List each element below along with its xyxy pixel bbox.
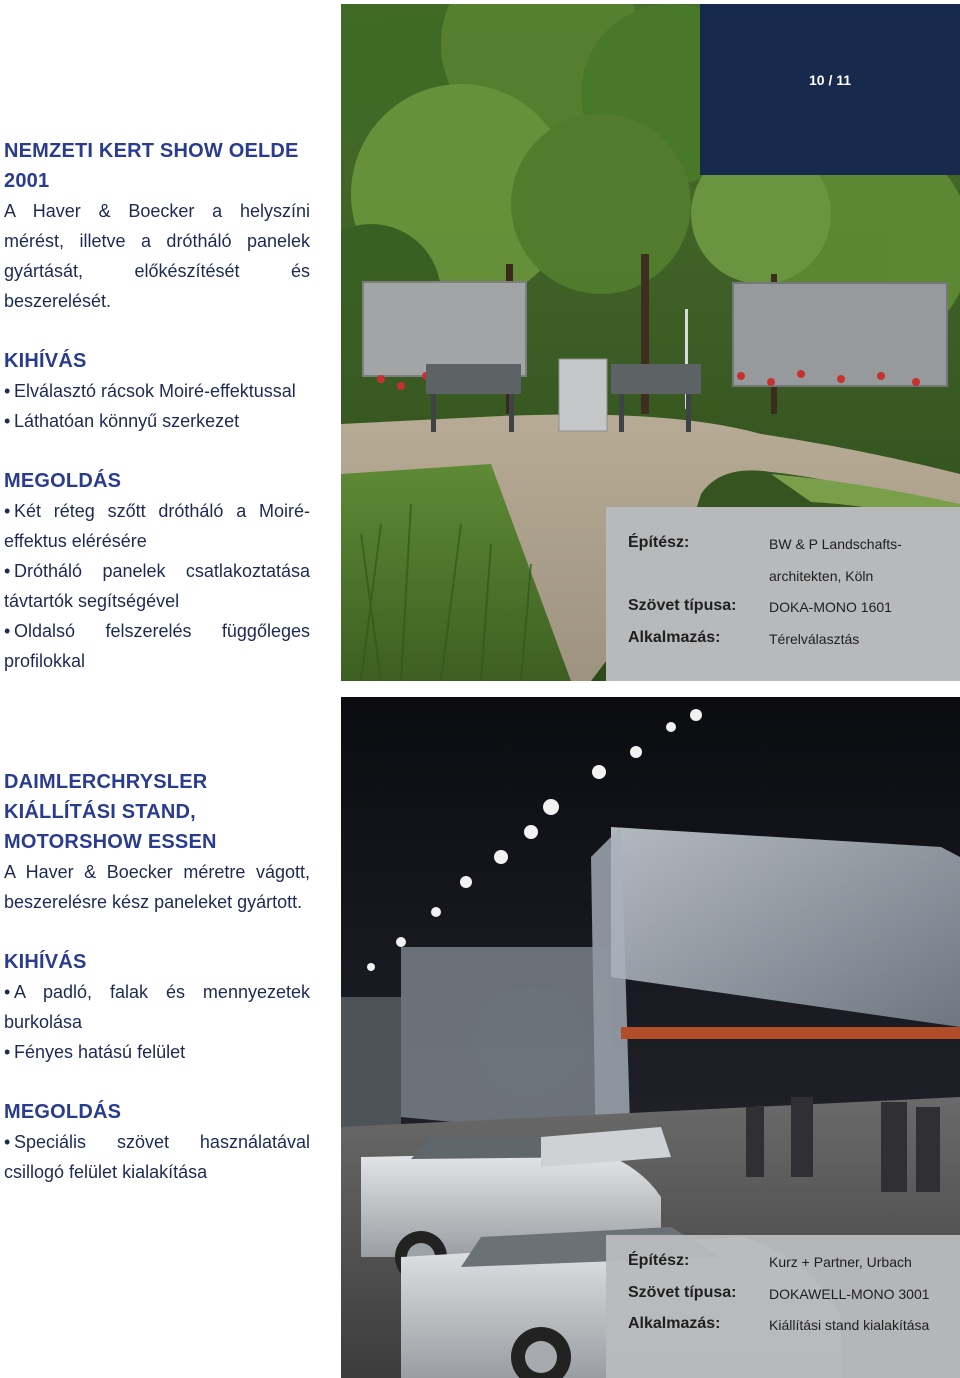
project1-info-box [606,507,960,681]
page-number: 10 / 11 [809,72,852,88]
page-number-badge [700,4,960,175]
section1-solution-heading: MEGOLDÁS [4,470,122,492]
section1-title-line2: 2001 [4,170,50,192]
project1-info-table [628,534,902,660]
section2-title-line1: DAIMLERCHRYSLER [4,771,208,793]
application-label: Alkalmazás: [628,1315,721,1332]
architect-label: Építész: [628,534,690,551]
fabric-label: Szövet típusa: [628,597,737,614]
section1-challenge-item: • Elválasztó rácsok Moiré-effektussal [4,381,296,401]
fabric-value: DOKA-MONO 1601 [769,599,892,615]
fabric-value: DOKAWELL-MONO 3001 [769,1285,930,1302]
section1-solution-item: • Oldalsó felszerelés függőleges profilokkal [4,621,310,671]
section2-title-line3: MOTORSHOW ESSEN [4,831,217,853]
section1-solution-item: • Drótháló panelek csatlakoztatása távtartók segítségével [4,561,310,611]
architect-value-line2: architekten, Köln [769,567,874,584]
project2-info-table [628,1252,930,1347]
section1-title [4,136,310,196]
section2-title [4,767,310,857]
section1-challenge-heading: KIHÍVÁS [4,350,87,372]
application-value: Térelválasztás [769,630,860,647]
section1-title-line1: NEMZETI KERT SHOW OELDE [4,140,299,162]
project2-info-box [606,1235,960,1378]
application-value: Kiállítási stand kialakítása [769,1317,930,1333]
section2-text [4,767,310,1187]
architect-value: Kurz + Partner, Urbach [769,1254,912,1270]
section2-title-line2: KIÁLLÍTÁSI STAND, [4,801,196,823]
section2-challenge-heading: KIHÍVÁS [4,951,87,973]
architect-label: Építész: [628,1252,690,1269]
section2-challenge-item: • Fényes hatású felület [4,1042,186,1062]
section2-solution-heading: MEGOLDÁS [4,1101,122,1123]
application-label: Alkalmazás: [628,628,721,646]
section2-challenge-item: • A padló, falak és mennyezetek burkolása [4,982,310,1032]
section2-intro: A Haver & Boecker méretre vágott, beszerelésre kész paneleket gyártott. [4,862,310,912]
section1-solution-item: • Két réteg szőtt drótháló a Moiré-effektus elérésére [4,501,310,551]
section1-text [4,136,310,676]
fabric-label: Szövet típusa: [628,1283,737,1301]
section1-intro: A Haver & Boecker a helyszíni mérést, illetve a drótháló panelek gyártását, előkészítését és beszerelését. [4,201,310,311]
section2-solution-item: • Speciális szövet használatával csillogó felület kialakítása [4,1132,310,1182]
architect-value-line1: BW & P Landschafts- [769,536,902,552]
section1-challenge-item: • Láthatóan könnyű szerkezet [4,411,240,431]
